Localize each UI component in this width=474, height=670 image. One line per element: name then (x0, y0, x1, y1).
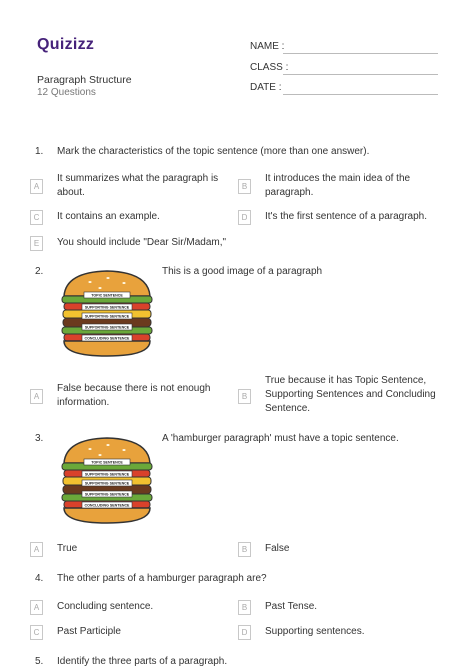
name-field-line[interactable] (283, 53, 438, 54)
hamburger-paragraph-image (58, 268, 156, 360)
q1-option-b-text: It introduces the main idea of the paragraph. (265, 173, 411, 198)
q3-option-b-box[interactable]: B (238, 542, 251, 557)
q4-option-b-box[interactable]: B (238, 600, 251, 615)
class-label: CLASS : (250, 62, 289, 73)
q2-option-b-box[interactable]: B (238, 389, 251, 404)
worksheet-title: Paragraph Structure (37, 74, 132, 86)
q4-option-c-box[interactable]: C (30, 625, 43, 640)
name-label: NAME : (250, 41, 285, 52)
q1-option-e-box[interactable]: E (30, 236, 43, 251)
question-3-text: A 'hamburger paragraph' must have a topic sentence. (162, 433, 399, 444)
date-label: DATE : (250, 82, 282, 93)
q4-option-a-box[interactable]: A (30, 600, 43, 615)
q3-burger-label-3: SUPPORTING SENTENCE (84, 481, 130, 486)
q3-burger-label-4: SUPPORTING SENTENCE (84, 492, 130, 497)
q2-burger-label-4: SUPPORTING SENTENCE (84, 325, 130, 330)
q4-option-c-text: Past Participle (57, 626, 121, 637)
question-4-text: The other parts of a hamburger paragraph are? (57, 573, 267, 584)
q3-burger-label-5: CONCLUDING SENTENCE (84, 503, 130, 508)
question-3-number: 3. (35, 433, 44, 444)
q1-option-c-text: It contains an example. (57, 211, 160, 222)
q1-option-a-box[interactable]: A (30, 179, 43, 194)
q1-option-d-box[interactable]: D (238, 210, 251, 225)
q2-burger-label-3: SUPPORTING SENTENCE (84, 314, 130, 319)
question-2-number: 2. (35, 266, 44, 277)
question-1-text: Mark the characteristics of the topic sentence (more than one answer). (57, 146, 370, 157)
q2-option-a-box[interactable]: A (30, 389, 43, 404)
q3-option-a-text: True (57, 543, 78, 554)
q1-option-e-text: You should include "Dear Sir/Madam," (57, 237, 227, 248)
q3-option-b-text: False (265, 543, 290, 554)
q3-burger-label-2: SUPPORTING SENTENCE (84, 472, 130, 477)
q3-burger-label-1: TOPIC SENTENCE (91, 460, 123, 465)
question-5-number: 5. (35, 656, 44, 667)
date-field-line[interactable] (283, 94, 438, 95)
q2-burger-label-5: CONCLUDING SENTENCE (84, 336, 130, 341)
q4-option-d-box[interactable]: D (238, 625, 251, 640)
question-1-number: 1. (35, 146, 44, 157)
q4-option-d-text: Supporting sentences. (265, 626, 365, 637)
q3-option-a-box[interactable]: A (30, 542, 43, 557)
q2-option-b-text: True because it has Topic Sentence, Supporting Sentences and Concluding Sentence. (265, 375, 436, 414)
question-2-text: This is a good image of a paragraph (162, 266, 323, 277)
worksheet-subtitle: 12 Questions (37, 87, 96, 98)
q1-option-b-box[interactable]: B (238, 179, 251, 194)
q2-burger-label-2: SUPPORTING SENTENCE (84, 305, 130, 310)
q2-burger-label-1: TOPIC SENTENCE (91, 293, 123, 298)
question-4-number: 4. (35, 573, 44, 584)
q1-option-a-text: It summarizes what the paragraph is about. (57, 173, 219, 198)
question-5-text: Identify the three parts of a paragraph. (57, 656, 228, 667)
q1-option-d-text: It's the first sentence of a paragraph. (265, 211, 428, 222)
class-field-line[interactable] (283, 74, 438, 75)
q4-option-a-text: Concluding sentence. (57, 601, 154, 612)
hamburger-paragraph-image-2 (58, 435, 156, 527)
quizizz-logo: Quizizz (37, 36, 95, 53)
q2-option-a-text: False because there is not enough information. (57, 383, 211, 408)
q1-option-c-box[interactable]: C (30, 210, 43, 225)
q4-option-b-text: Past Tense. (265, 601, 318, 612)
